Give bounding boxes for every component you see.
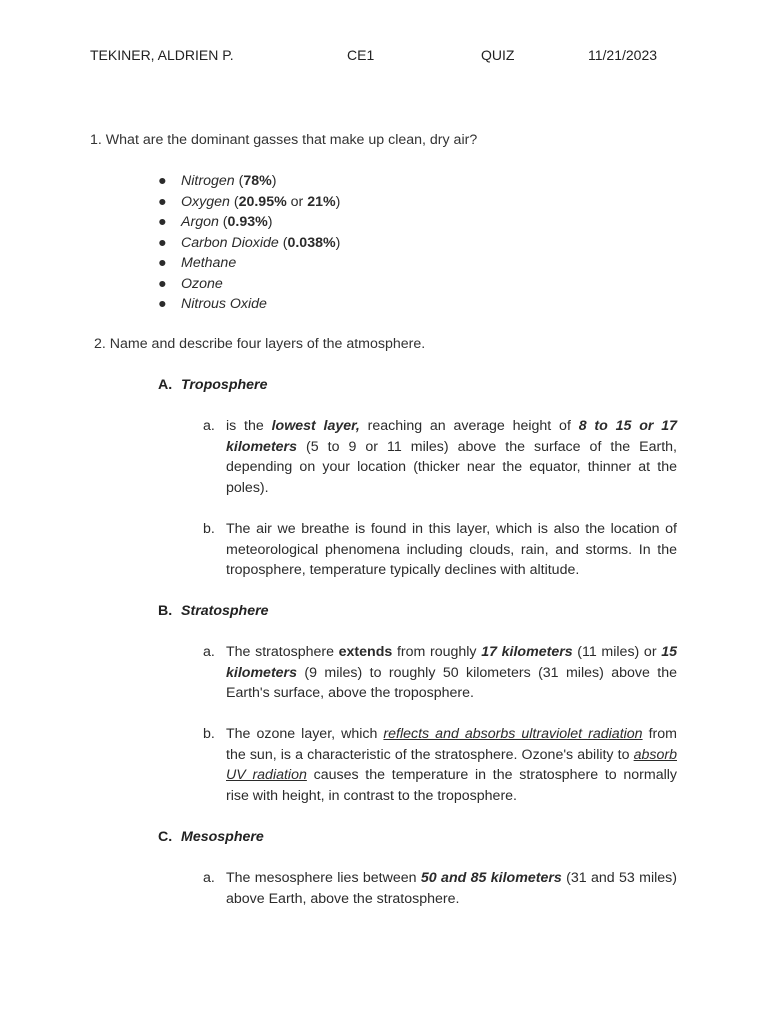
- text-run: (11 miles) or: [572, 644, 662, 660]
- text-run: from roughly: [392, 644, 482, 660]
- paragraph: [203, 416, 677, 498]
- paragraph-text: [226, 416, 677, 498]
- student-name: TEKINER, ALDRIEN P.: [90, 47, 234, 63]
- paragraph: [203, 642, 677, 704]
- emphasis-text: 8 to 15 or 17 kilometers: [226, 418, 677, 455]
- emphasis-text: 50 and 85 kilometers: [420, 870, 562, 886]
- gas-name: Carbon Dioxide: [181, 234, 279, 251]
- gas-percent: 21%: [307, 193, 336, 210]
- list-item: ● Argon (0.93%): [158, 212, 340, 233]
- paragraph-text: [226, 519, 677, 581]
- gas-percent: 0.93%: [227, 214, 268, 230]
- paragraph-letter: a.: [203, 870, 215, 886]
- paragraph-text: [226, 642, 677, 704]
- gas-name: Ozone: [181, 275, 223, 292]
- layer-heading-stratosphere: [158, 601, 269, 622]
- paragraph: [203, 724, 677, 806]
- text-run: The mesosphere lies between: [226, 870, 421, 886]
- gas-name: Methane: [181, 255, 237, 271]
- question-1: 1. What are the dominant gasses that make up clean, dry air?: [90, 132, 478, 148]
- bullet-icon: ●: [158, 214, 167, 230]
- layer-title: Stratosphere: [181, 603, 269, 619]
- layer-heading-troposphere: [158, 375, 267, 396]
- underlined-text: reflects and absorbs ultraviolet radiation: [383, 726, 643, 742]
- emphasis-text: extends: [338, 644, 393, 660]
- emphasis-text: 17 kilometers: [481, 644, 573, 660]
- layer-letter: A.: [158, 377, 173, 393]
- paragraph-letter: b.: [203, 726, 215, 742]
- list-item: [158, 253, 340, 274]
- gas-name: Argon: [181, 214, 219, 230]
- gas-name: Nitrous Oxide: [181, 296, 267, 312]
- date: 11/21/2023: [588, 47, 658, 63]
- list-item: ● Carbon Dioxide (0.038%): [158, 233, 340, 254]
- paragraph: [203, 868, 677, 909]
- text-run: (31 and 53 miles) above Earth, above the stratosphere.: [226, 870, 677, 907]
- paragraph-letter: a.: [203, 644, 215, 660]
- layer-title: Mesosphere: [181, 829, 264, 845]
- layer-heading-mesosphere: [158, 827, 264, 848]
- paragraph: [203, 519, 677, 581]
- list-item: ● Oxygen (20.95% or 21%): [158, 192, 340, 213]
- text-run: The air we breathe is found in this layer, which is also the location of meteorological phenomena including clouds, rain, and storms. In the troposphere, temperature typically declines with altitude.: [226, 521, 677, 578]
- text-run: from the sun, is a characteristic of the stratosphere. Ozone's ability to: [226, 726, 677, 763]
- text-run: (5 to 9 or 11 miles) above the surface of the Earth, depending on your location (thicker near the equator, thinner at the poles).: [226, 438, 677, 496]
- layer-letter: B.: [158, 603, 173, 619]
- text-run: is the: [226, 418, 272, 434]
- gas-name: Nitrogen: [181, 173, 235, 189]
- gas-percent: 78%: [243, 173, 272, 189]
- paragraph-text: [226, 868, 677, 909]
- emphasis-text: lowest layer,: [271, 418, 360, 434]
- paragraph-letter: b.: [203, 521, 215, 537]
- underlined-text: absorb UV radiation: [226, 746, 677, 783]
- paragraph-letter: a.: [203, 418, 215, 434]
- text-run: The ozone layer, which: [226, 726, 384, 742]
- paragraph-text: [226, 724, 677, 806]
- question-2: 2. Name and describe four layers of the atmosphere.: [94, 336, 426, 352]
- bullet-icon: ●: [158, 296, 167, 312]
- gas-percent: 0.038%: [287, 234, 336, 251]
- text-run: The stratosphere: [226, 644, 339, 660]
- list-item: ● Nitrogen (78%): [158, 171, 340, 192]
- list-item: [158, 294, 340, 315]
- document-type: QUIZ: [481, 47, 515, 63]
- emphasis-text: 15 kilometers: [226, 644, 677, 681]
- bullet-icon: ●: [158, 193, 167, 210]
- gas-list: [158, 171, 340, 315]
- text-run: reaching an average height of: [359, 418, 579, 434]
- layer-letter: C.: [158, 829, 173, 845]
- bullet-icon: ●: [158, 275, 167, 292]
- bullet-icon: ●: [158, 234, 167, 251]
- bullet-icon: ●: [158, 173, 167, 189]
- gas-name: Oxygen: [181, 193, 230, 210]
- layer-title: Troposphere: [181, 377, 268, 393]
- list-item: [158, 274, 340, 295]
- bullet-icon: ●: [158, 255, 167, 271]
- text-run: (9 miles) to roughly 50 kilometers (31 miles) above the Earth's surface, above the troposphere.: [226, 664, 677, 701]
- text-run: causes the temperature in the stratosphere to normally rise with height, in contrast to the troposphere.: [226, 767, 677, 804]
- course-code: CE1: [347, 47, 375, 63]
- gas-percent: 20.95%: [238, 193, 287, 210]
